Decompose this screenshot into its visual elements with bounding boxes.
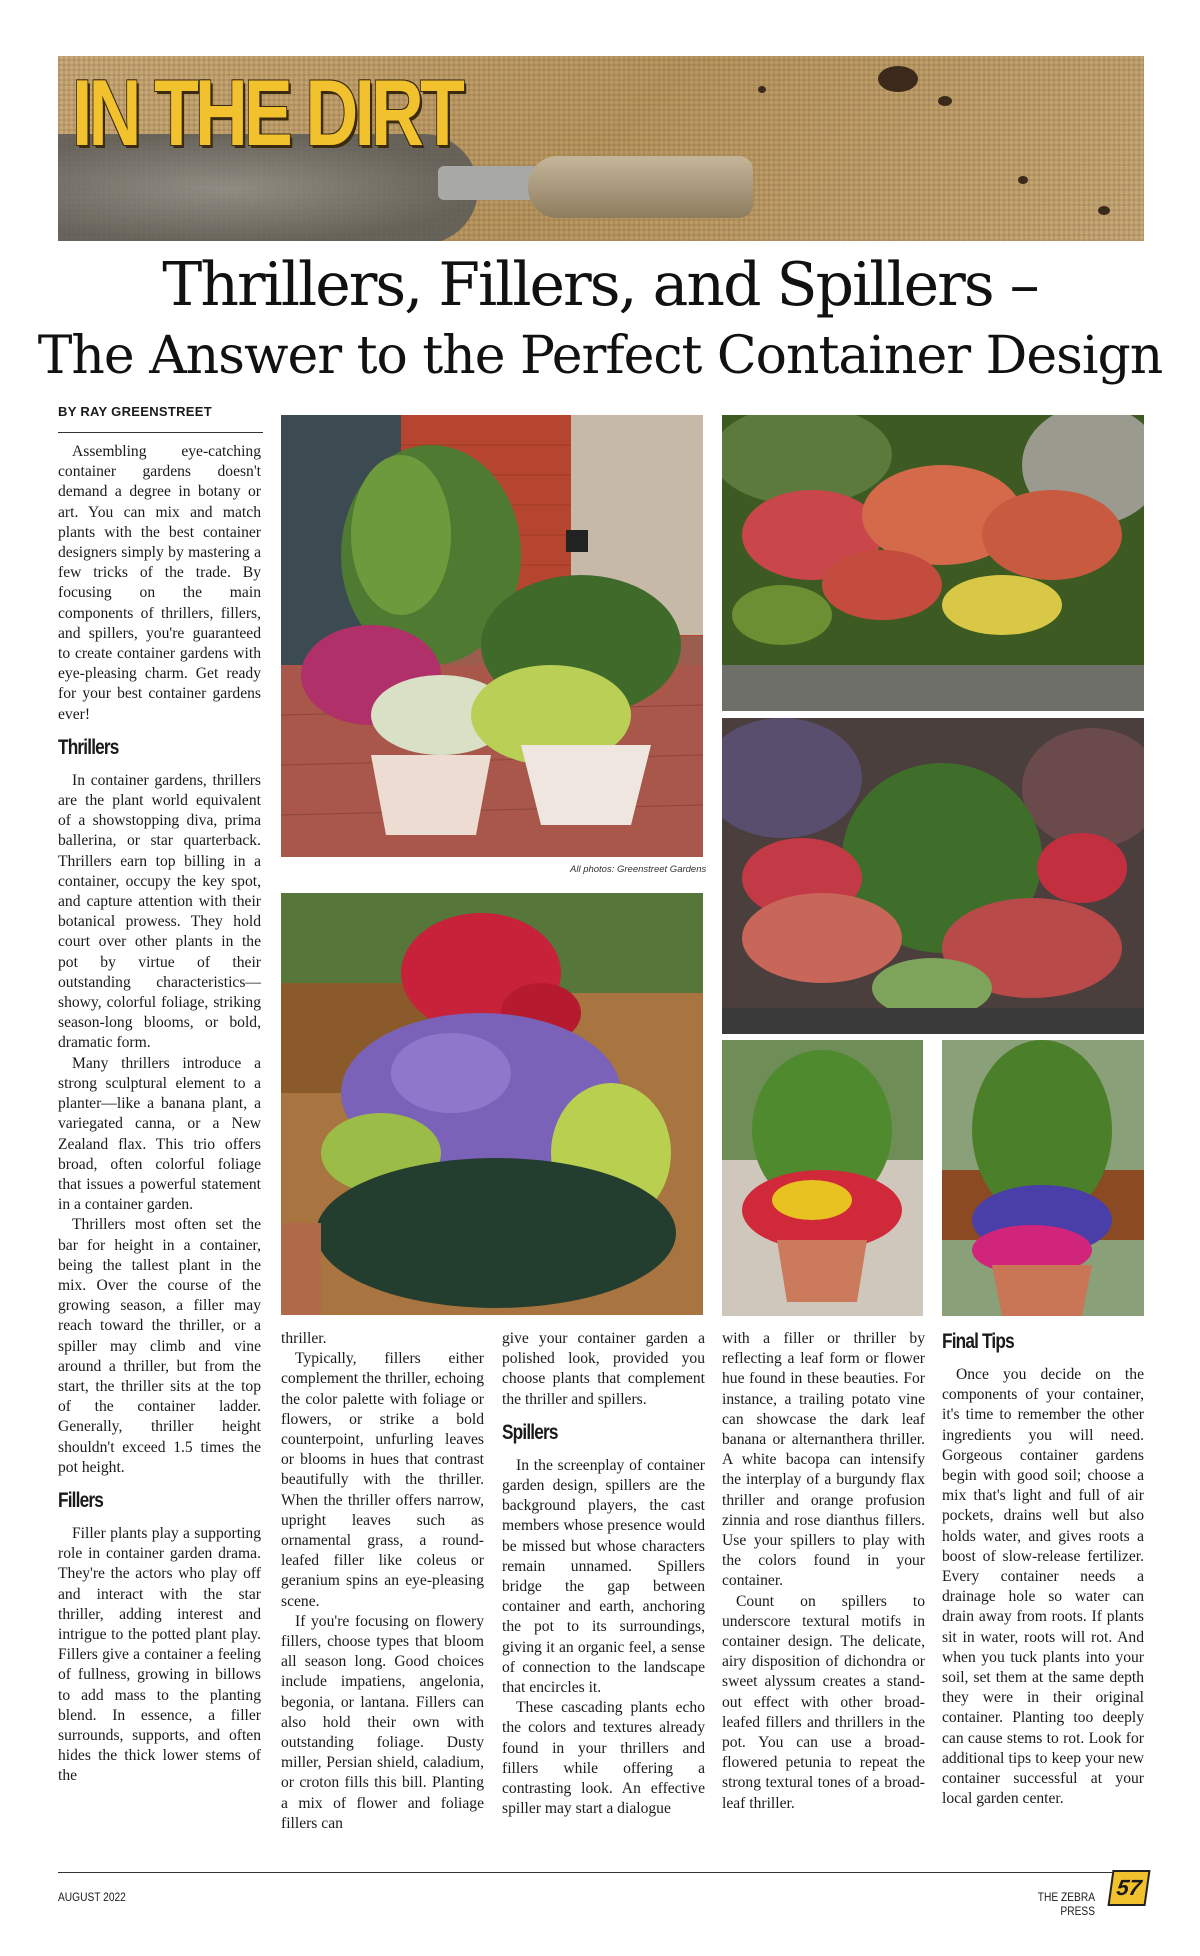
footer-rule bbox=[58, 1872, 1144, 1873]
body-paragraph: If you're focusing on flowery fillers, choose types that bloom all season long. Good choices include impatiens, angelonia, begonia, or lantana. Fillers can also hold their own with outstanding foliage. Dusty miller, Persian shield, caladium, or croton fills this bill. Planting a mix of flower and foliage fillers can bbox=[281, 1612, 484, 1832]
body-paragraph: with a filler or thriller by reflecting a leaf form or flower hue found in these beauties. For instance, a trailing potato vine can showcase the dark leaf banana or alternanthera thriller. A white bacopa can intensify the interplay of a burgundy flax thriller and orange profusion zinnia and rose dianthus fillers. Use your spillers to play with the colors found in your container. bbox=[722, 1330, 925, 1590]
headline-line-1: Thrillers, Fillers, and Spillers – bbox=[162, 250, 1038, 320]
photo-celosia-boxwood bbox=[722, 718, 1144, 1034]
body-paragraph: thriller. bbox=[281, 1330, 327, 1347]
subhead-final-tips: Final Tips bbox=[942, 1330, 1014, 1353]
soil-clump bbox=[1098, 206, 1110, 215]
banner bbox=[58, 56, 1144, 241]
body-paragraph: In container gardens, thrillers are the plant world equivalent of a showstopping diva, prima ballerina, or star quarterback. Thrillers earn top billing in a container, occupy the key spot, and capture attention with their botanical prowess. They hold court over other plants in the pot by virtue of their outstanding characteristics—showy, colorful foliage, striking season-long blooms, or bold, dramatic form. bbox=[58, 771, 261, 1052]
photo-credit: All photos: Greenstreet Gardens bbox=[570, 864, 707, 875]
column-2 bbox=[281, 1329, 484, 1834]
column-4 bbox=[722, 1329, 925, 1814]
page-number: 57 bbox=[1107, 1870, 1150, 1906]
subhead-spillers: Spillers bbox=[502, 1420, 558, 1444]
body-paragraph: Thrillers most often set the bar for height in a container, being the tallest plant in the mix. Over the course of the growing season, a filler may reach toward the thriller, or a spiller may climb and vine around a thriller, but from the start, the thriller sits at the top of the container ladder. Generally, thriller height shouldn't exceed 1.5 times the pot height. bbox=[58, 1216, 261, 1476]
column-1 bbox=[58, 442, 261, 1787]
soil-clump bbox=[1018, 176, 1028, 184]
photo-brick-patio-containers bbox=[281, 415, 703, 857]
body-paragraph: In the screenplay of container garden design, spillers are the background players, the cast members whose presence would be missed but whose characters remain unnamed. Spillers bridge the gap between container and earth, anchoring the pot to its surroundings, giving it an organic feel, a sense of connection to the landscape that encircles it. bbox=[502, 1456, 705, 1697]
photo-aster-green-pot bbox=[281, 893, 703, 1315]
intro-paragraph: Assembling eye-catching container gardens doesn't demand a degree in botany or art. You can mix and match plants with the best container designers simply by mastering a few tricks of the trade. By focusing on the main components of thrillers, fillers, and spillers, you're guaranteed to create container gardens with eye-pleasing charm. Get ready for your best container gardens ever! bbox=[58, 443, 261, 723]
body-paragraph: Count on spillers to underscore textural motifs in container design. The delicate, airy disposition of dichondra or sweet alyssum creates a stand-out effect with other broad-leafed fillers and thrillers in the pot. You can use a broad-flowered petunia to repeat the strong textural tones of a broad-leaf thriller. bbox=[722, 1592, 925, 1812]
byline-rule bbox=[58, 432, 263, 433]
body-paragraph: Once you decide on the components of your container, it's time to remember the other ingredients you will need. Gorgeous container gardens begin with good soil; choose a mix that's light and full of air pockets, drains well but also holds water, and gives roots a boost of slow-release fertilizer. Every container needs a drainage hole so water can drain away from roots. If plants sit in water, roots will rot. And when you tuck plants into your soil, set them at the same depth they were in their original container. Planting too deeply can cause stems to rot. Look for additional tips to keep your new container successful at your local garden center. bbox=[942, 1366, 1144, 1808]
photo-palm-purple-planter bbox=[942, 1040, 1144, 1316]
column-3 bbox=[502, 1329, 705, 1819]
photo-coleus-trough bbox=[722, 415, 1144, 711]
subhead-thrillers: Thrillers bbox=[58, 735, 119, 759]
photo-palm-terracotta-pot bbox=[722, 1040, 923, 1316]
soil-clump bbox=[878, 66, 918, 92]
column-5 bbox=[942, 1329, 1144, 1809]
body-paragraph: Typically, fillers either complement the thriller, echoing the color palette with foliage or flowers, or strike a bold counterpoint, unfurling leaves or blooms in hues that contrast beautifully with the thriller. When the thriller offers narrow, upright leaves such as ornamental grass, a round-leafed filler like coleus or geranium spins an eye-pleasing scene. bbox=[281, 1350, 484, 1610]
body-paragraph: Many thrillers introduce a strong sculptural element to a planter—like a banana plant, a variegated canna, or a New Zealand flax. This trio offers broad, often colorful foliage that issues a powerful statement in a container garden. bbox=[58, 1054, 261, 1214]
footer-date: AUGUST 2022 bbox=[58, 1890, 126, 1904]
headline-line-2: The Answer to the Perfect Container Design bbox=[37, 326, 1163, 386]
section-title: IN THE DIRT bbox=[72, 60, 461, 165]
body-paragraph: These cascading plants echo the colors and textures already found in your thrillers and fillers while offering a contrasting look. An effective spiller may start a dialogue bbox=[502, 1699, 705, 1818]
subhead-fillers: Fillers bbox=[58, 1488, 103, 1512]
body-paragraph: give your container garden a polished look, provided you choose plants that complement the thriller and spillers. bbox=[502, 1330, 705, 1408]
trowel-neck bbox=[438, 166, 538, 200]
soil-clump bbox=[938, 96, 952, 106]
trowel-handle bbox=[528, 156, 753, 218]
body-paragraph: Filler plants play a supporting role in container garden drama. They're the actors who play off and interact with the star thriller, adding interest and intrigue to the potted plant play. Fillers give a container a feeling of fullness, growing in billows to add mass to the planting blend. In essence, a filler surrounds, supports, and often hides the thick lower stems of the bbox=[58, 1524, 261, 1785]
soil-clump bbox=[758, 86, 766, 93]
footer-publication: THE ZEBRA PRESS bbox=[1037, 1890, 1095, 1918]
byline: BY RAY GREENSTREET bbox=[58, 404, 212, 419]
